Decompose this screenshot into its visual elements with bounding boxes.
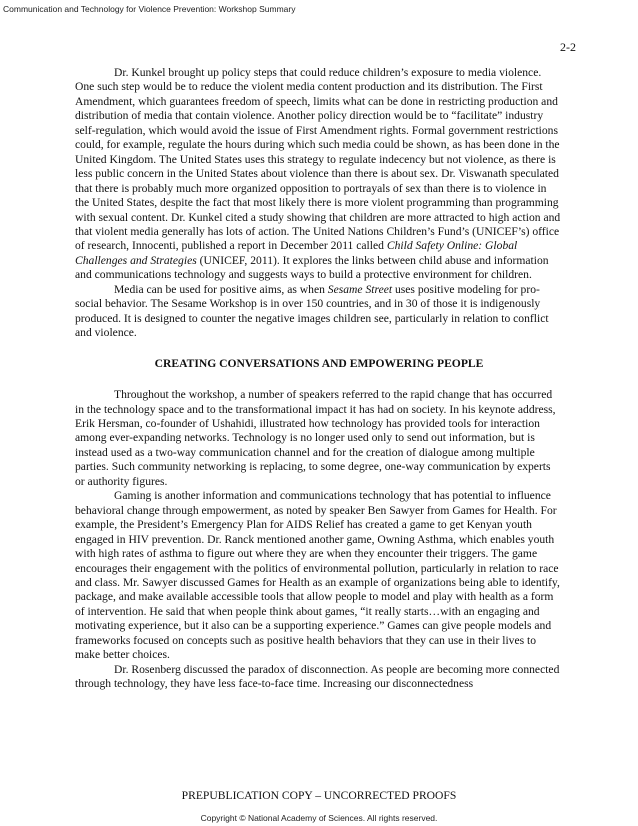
copyright-notice: Copyright © National Academy of Sciences. All rights reserved. <box>200 813 438 823</box>
paragraph-disconnection: Dr. Rosenberg discussed the paradox of disconnection. As people are becoming more connected through technology, they have less face-to-face time. Increasing our disconnectedness <box>75 662 560 691</box>
body-text <box>75 66 563 692</box>
paragraph-gaming: Gaming is another information and communications technology that has potential to influence behavioral change through empowerment, as noted by speaker Ben Sawyer from Games for Health. For example, the President’s Emergency Plan for AIDS Relief has created a game to get Kenyan youth engaged in HIV prevention. Dr. Ranck mentioned another game, Owning Asthma, which enables youth with high rates of asthma to figure out where they are when they encounter their triggers. The game encourages their engagement with the politics of environmental pollution, particularly in relation to race and class. Mr. Sawyer discussed Games for Health as an example of organizations being able to identify, package, and make available accessible tools that allow people to model and play with health as a form of intervention. He said that when people think about games, “it really starts…with an engaging and motivating experience, but it also can be a supporting experience.” Games can give people models and frameworks focused on concepts such as positive health behaviors that they can use in their lives to make better choices. <box>75 489 560 662</box>
show-title: Sesame Street <box>327 282 393 296</box>
paragraph-policy <box>75 66 563 283</box>
paragraph-positive-media-text: Media can be used for positive aims, as when <box>114 282 328 296</box>
paragraph-policy-text-end: (UNICEF, 2011). It explores the links between child abuse and information and communications technology and suggests ways to build a protective environment for children. <box>75 253 549 282</box>
running-header: Communication and Technology for Violence Prevention: Workshop Summary <box>3 4 296 14</box>
paragraph-policy-text: Dr. Kunkel brought up policy steps that could reduce children’s exposure to media violence. One such step would be to reduce the violent media content production and its distribution. The First Amendment, which guarantees freedom of speech, limits what can be done in restricting production and distribution of media that contain violence. Another policy direction would be to “facilitate” industry self-regulation, which would avoid the issue of First Amendment rights. Formal government restrictions could, for example, regulate the hours during which such media could be shown, as has been done in the United Kingdom. The United States uses this strategy to regulate indecency but not violence, as there is less public concern in the United States about violence than there is about sex. Dr. Viswanath speculated that there is probably much more organized opposition to portrayals of sex than there is to violence in the United States, despite the fact that most likely there is more violent programming than programming with sexual content. Dr. Kunkel cited a study showing that children are more attracted to high action and that violent media generally has lots of action. The United Nations Children’s Fund’s (UNICEF’s) office of research, Innocenti, published a report in December 2011 called <box>75 66 561 253</box>
paragraph-positive-media-text-end: uses positive modeling for pro-social behavior. The Sesame Workshop is in over 150 countries, and in 30 of those it is indigenously produced. It is designed to counter the negative images children see, particularly in relation to conflict and violence. <box>75 282 549 340</box>
page-number: 2-2 <box>560 40 576 54</box>
paragraph-technology-change: Throughout the workshop, a number of speakers referred to the rapid change that has occurred in the technology space and to the transformational impact it has had on society. In his keynote address, Erik Hersman, co-founder of Ushahidi, illustrated how technology has provided tools for interaction among ever-expanding networks. Technology is no longer used only to send out information, but is instead used as a two-way communication channel and for the creation of dialogue among multiple parties. Such community networking is replacing, to some degree, one-way communication by experts or authority figures. <box>75 388 556 488</box>
report-title: Child Safety Online: Global Challenges and Strategies <box>75 239 518 267</box>
prepublication-banner: PREPUBLICATION COPY – UNCORRECTED PROOFS <box>181 789 457 802</box>
paragraph-positive-media <box>75 283 563 341</box>
section-heading: CREATING CONVERSATIONS AND EMPOWERING PEOPLE <box>154 356 484 370</box>
